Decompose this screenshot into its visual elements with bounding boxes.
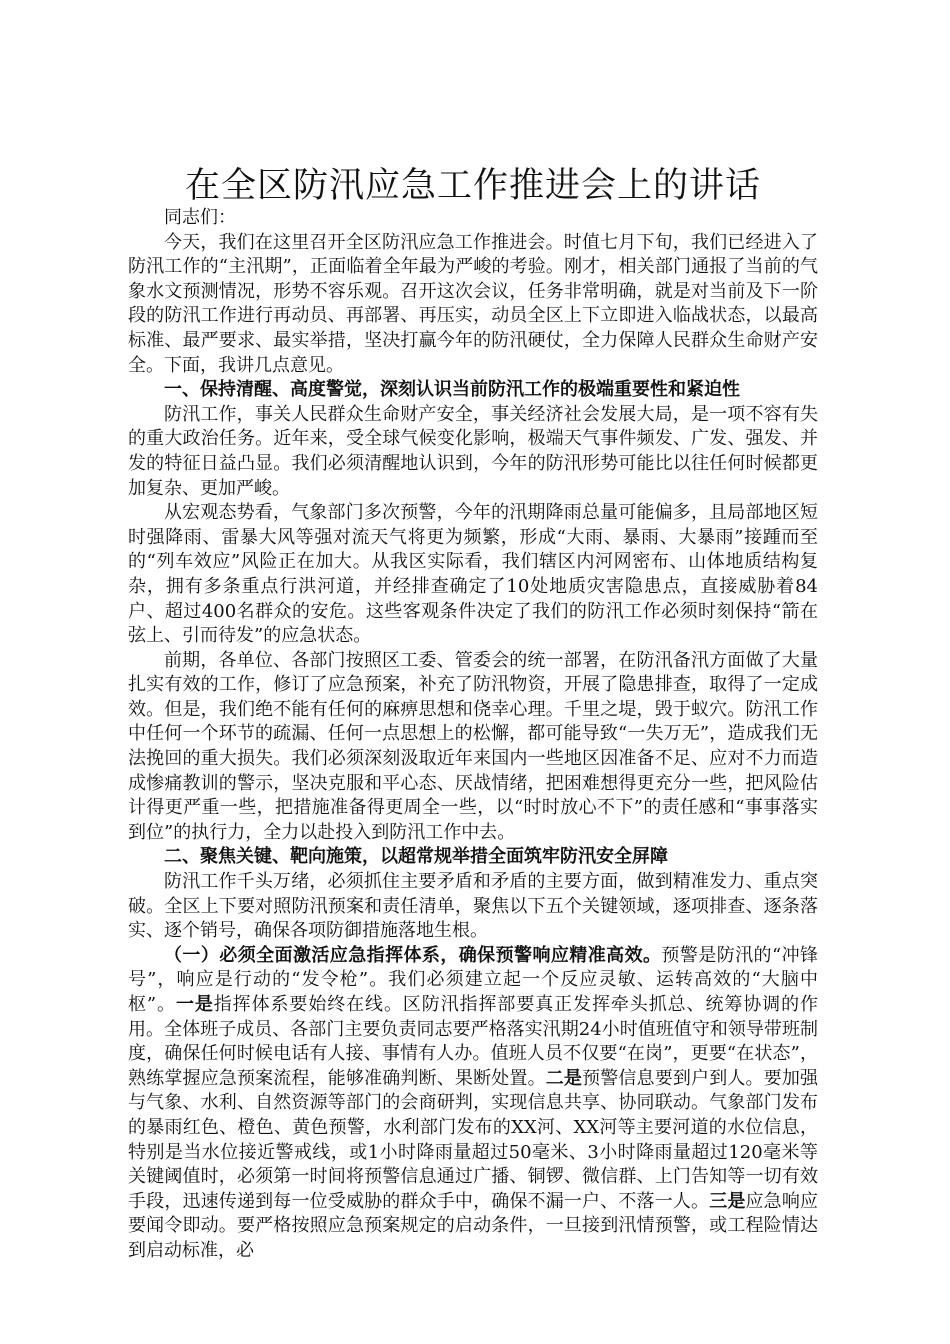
document-title: 在全区防汛应急工作推进会上的讲话	[184, 166, 761, 206]
section-1-paragraph-3: 前期，各单位、各部门按照区工委、管委会的统一部署，在防汛备汛方面做了大量扎实有效的工作，修订了应急预案，补充了防汛物资，开展了隐患排查，取得了一定成效。但是，我们绝不能有任何的麻痹思想和侥幸心理。千里之堤，毁于蚁穴。防汛工作中任何一个环节的疏漏、任何一点思想上的松懈，都可能导致“一失万无”，造成我们无法挽回的重大损失。我们必须深刻汲取近年来国内一些地区因准备不足、应对不力而造成惨痛教训的警示，坚决克服和平心态、厌战情绪，把困难想得更充分一些，把风险估计得更严重一些，把措施准备得更周全一些，以“时时放心不下”的责任感和“事事落实到位”的执行力，全力以赴投入到防汛工作中去。	[128, 649, 818, 843]
section-2-subsection-1	[128, 944, 818, 1264]
point-marker-3: 三是	[709, 1190, 746, 1212]
section-2-paragraph-1: 防汛工作千头万绪，必须抓住主要矛盾和矛盾的主要方面，做到精准发力、重点突破。全区上下要对照防汛预案和责任清单，聚焦以下五个关键领域，逐项排查、逐条落实、逐个销号，确保各项防御措施落地生根。	[128, 871, 818, 942]
section-1-paragraph-2: 从宏观态势看，气象部门多次预警，今年的汛期降雨总量可能偏多，且局部地区短时强降雨、雷暴大风等强对流天气将更为频繁，形成“大雨、暴雨、大暴雨”接踵而至的“列车效应”风险正在加大。从我区实际看，我们辖区内河网密布、山体地质结构复杂，拥有多条重点行洪河道，并经排查确定了10处地质灾害隐患点，直接威胁着84户、超过400名群众的安危。这些客观条件决定了我们的防汛工作必须时刻保持“箭在弦上、引而待发”的应急状态。	[128, 502, 818, 647]
subsection-1-text-a: 预警是防汛的“冲锋号”，响应是行动的“发令枪”。我们必须建立起一个反应灵敏、运转高效的“大脑中枢”。	[128, 944, 819, 1015]
point-marker-2: 二是	[545, 1067, 583, 1089]
point-marker-1: 一是	[175, 994, 214, 1015]
intro-paragraph: 今天，我们在这里召开全区防汛应急工作推进会。时值七月下旬，我们已经进入了防汛工作的“主汛期”，正面临着全年最为严峻的考验。刚才，相关部门通报了当前的气象水文预测情况，形势不容乐观。召开这次会议，任务非常明确，就是对当前及下一阶段的防汛工作进行再动员、再部署、再压实，动员全区上下立即进入临战状态，以最高标准、最严要求、最实举措，坚决打赢今年的防汛硬仗，全力保障人民群众生命财产安全。下面，我讲几点意见。	[128, 231, 818, 376]
subsection-1-text-d: 应急响应要闻令即动。要严格按照应急预案规定的启动条件，一旦接到汛情预警，或工程险情达到启动标准，必	[128, 1190, 819, 1261]
document-body	[128, 164, 818, 1264]
section-2-heading: 二、聚焦关键、靶向施策，以超常规举措全面筑牢防汛安全屏障	[164, 846, 668, 868]
salutation: 同志们：	[164, 207, 236, 228]
subsection-1-text-b: 指挥体系要始终在线。区防汛指挥部要真正发挥牵头抓总、统筹协调的作用。全体班子成员、各部门主要负责同志要严格落实汛期24小时值班值守和领导带班制度，确保任何时候电话有人接、事情有人办。值班人员不仅要“在岗”，更要“在状态”，熟练掌握应急预案流程，能够准确判断、果断处置。	[128, 994, 819, 1089]
subsection-1-heading: （一）必须全面激活应急指挥体系，确保预警响应精准高效。	[164, 944, 662, 966]
section-1-heading: 一、保持清醒、高度警觉，深刻认识当前防汛工作的极端重要性和紧迫性	[164, 379, 740, 401]
subsection-1-text-c: 预警信息要到户到人。要加强与气象、水利、自然资源等部门的会商研判，实现信息共享、协同联动。气象部门发布的暴雨红色、橙色、黄色预警，水利部门发布的XX河、XX河等主要河道的水位信息，特别是当水位接近警戒线，或1小时降雨量超过50毫米、3小时降雨量超过120毫米等关键阈值时，必须第一时间将预警信息通过广播、铜锣、微信群、上门告知等一切有效手段，迅速传递到每一位受威胁的群众手中，确保不漏一户、不落一人。	[128, 1067, 819, 1212]
section-1-paragraph-1: 防汛工作，事关人民群众生命财产安全，事关经济社会发展大局，是一项不容有失的重大政治任务。近年来，受全球气候变化影响，极端天气事件频发、广发、强发、并发的特征日益凸显。我们必须清醒地认识到，今年的防汛形势可能比以往任何时候都更加复杂、更加严峻。	[128, 403, 818, 499]
